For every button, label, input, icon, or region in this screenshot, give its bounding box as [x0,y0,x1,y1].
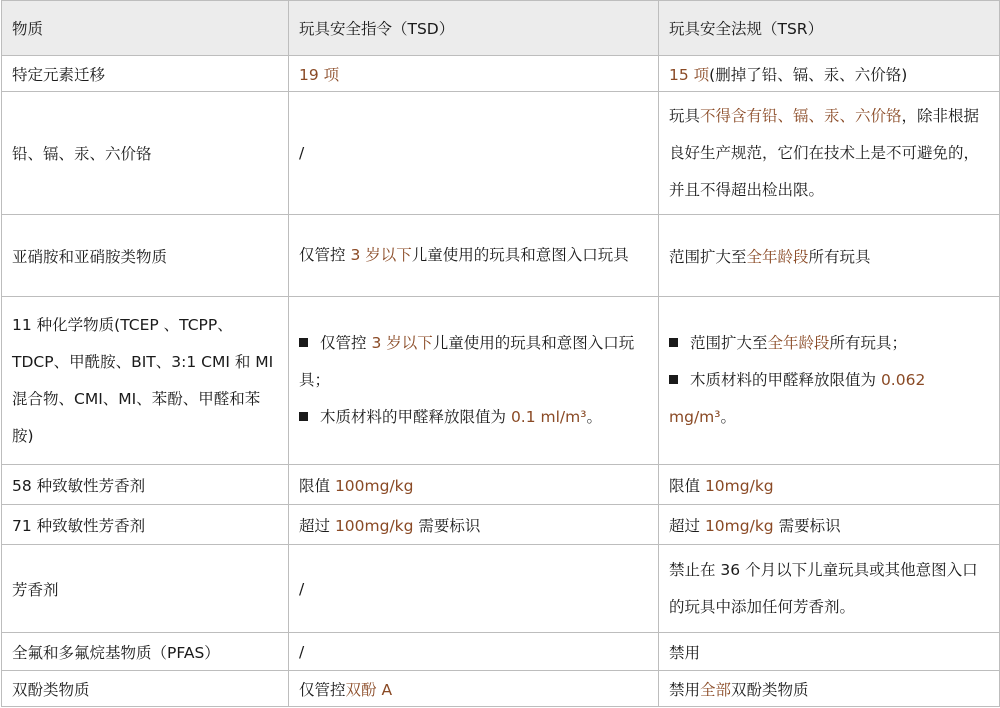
tsd-bullet-text [299,334,634,389]
highlighted-text: 全年龄段 [767,334,830,352]
tsd-cell-text [299,643,304,661]
tsd-cell-text [299,246,629,264]
text-segment: ，除非根据良好生产规范，它们在技术上是不可避免的，并且不得超出检出限。 [669,106,980,199]
table-row [2,297,1000,465]
tsd-cell-text [299,580,304,598]
tsr-cell-text [669,477,774,495]
substance-cell: 全氟和多氟烷基物质（PFAS） [2,633,289,671]
header-substance: 物质 [2,1,289,56]
tsr-bullet-text [690,334,907,352]
highlighted-text: 100mg/kg [334,476,414,495]
text-segment: 双酚类物质 [731,680,809,699]
tsr-cell [659,297,1000,465]
header-tsd: 玩具安全指令（TSD） [289,1,659,56]
text-segment: 限值 [669,476,705,495]
tsr-cell [659,92,1000,215]
text-segment: 儿童使用的玩具和意图入口玩具； [299,334,635,389]
tsd-cell [289,671,659,707]
header-tsr: 玩具安全法规（TSR） [659,1,1000,56]
tsd-cell [289,215,659,297]
tsr-cell [659,505,1000,545]
tsr-cell [659,56,1000,92]
text-segment: / [299,144,305,162]
substance-cell: 71 种致敏性芳香剂 [2,505,289,545]
text-segment: 禁用 [669,643,701,662]
table-row [2,465,1000,505]
text-segment: 禁用 [669,680,701,699]
text-segment: 所有玩具 [808,247,871,266]
text-segment: (删掉了铅、镉、汞、六价铬) [709,65,908,84]
tsd-bullet-text [320,408,602,426]
tsd-cell [289,297,659,465]
tsd-bullet [299,399,648,436]
highlighted-text: 3 岁以下 [350,246,412,264]
substance-cell: 铅、镉、汞、六价铬 [2,92,289,215]
tsr-cell-text [669,66,907,84]
substance-cell: 特定元素迁移 [2,56,289,92]
text-segment: 。 [720,408,736,426]
text-segment: / [299,579,305,598]
table-row [2,671,1000,707]
highlighted-text: 双酚 A [345,680,393,699]
text-segment: 范围扩大至 [690,334,768,352]
square-bullet-icon [299,338,308,347]
tsr-bullet [669,362,989,436]
tsr-cell [659,465,1000,505]
highlighted-text: 不得含有铅、镉、汞、六价铬 [700,106,902,125]
text-segment: 木质材料的甲醛释放限值为 [320,408,511,426]
table-row [2,633,1000,671]
tsd-cell-text [299,517,480,535]
tsd-cell-text [299,681,392,699]
text-segment: 仅管控 [320,334,372,352]
tsd-cell [289,56,659,92]
text-segment: 范围扩大至 [669,247,747,266]
substance-cell: 芳香剂 [2,545,289,633]
header-row [2,1,1000,56]
substance-cell: 58 种致敏性芳香剂 [2,465,289,505]
tsd-cell [289,545,659,633]
tsd-bullet [299,325,648,399]
highlighted-text: 全部 [700,680,732,699]
comparison-table [1,0,1000,707]
text-segment: 超过 [299,516,335,535]
highlighted-text: 0.1 ml/m³ [510,408,587,426]
text-segment: 所有玩具； [829,334,908,352]
tsd-cell [289,505,659,545]
text-segment: 仅管控 [299,680,346,699]
text-segment: 需要标识 [773,516,841,535]
text-segment: 儿童使用的玩具和意图入口玩具 [411,246,629,264]
highlighted-text: 100mg/kg [334,516,414,535]
substance-cell: 双酚类物质 [2,671,289,707]
square-bullet-icon [669,375,678,384]
text-segment: 玩具 [669,106,701,125]
text-segment: 限值 [299,476,335,495]
highlighted-text: 10mg/kg [704,516,774,535]
tsr-cell [659,671,1000,707]
tsr-cell-text [669,107,979,199]
tsr-cell [659,633,1000,671]
text-segment: 需要标识 [413,516,481,535]
table-row [2,545,1000,633]
table-row [2,215,1000,297]
tsr-cell-text [669,517,841,535]
tsd-cell [289,92,659,215]
highlighted-text: 0.062 mg/m³ [669,371,926,426]
tsr-cell [659,545,1000,633]
tsr-cell-text [669,561,978,616]
text-segment: 禁止在 36 个月以下儿童玩具或其他意图入口的玩具中添加任何芳香剂。 [669,560,978,616]
text-segment: 木质材料的甲醛释放限值为 [690,371,881,389]
substance-cell: 11 种化学物质(TCEP 、TCPP、TDCP、甲酰胺、BIT、3:1 CMI 和 MI 混合物、CMI、MI、苯酚、甲醛和苯胺) [2,297,289,465]
table-row [2,505,1000,545]
tsd-cell [289,465,659,505]
table-row [2,56,1000,92]
text-segment: 超过 [669,516,705,535]
text-segment: / [299,642,305,661]
tsr-cell-text [669,644,700,662]
highlighted-text: 3 岁以下 [371,334,433,352]
tsd-cell-text [299,66,339,84]
highlighted-text: 10mg/kg [704,476,774,495]
square-bullet-icon [669,338,678,347]
tsd-cell-text [299,144,304,162]
highlighted-text: 全年龄段 [746,247,809,266]
table-row [2,92,1000,215]
square-bullet-icon [299,412,308,421]
tsd-cell-text [299,477,414,495]
tsd-cell [289,633,659,671]
highlighted-text: 19 项 [299,65,340,84]
text-segment: 。 [586,408,602,426]
highlighted-text: 15 项 [669,65,710,84]
tsr-bullet-text [669,371,925,426]
tsr-cell [659,215,1000,297]
text-segment: 仅管控 [299,246,351,264]
tsr-cell-text [669,248,871,266]
tsr-bullet [669,325,989,362]
tsr-cell-text [669,681,809,699]
substance-cell: 亚硝胺和亚硝胺类物质 [2,215,289,297]
